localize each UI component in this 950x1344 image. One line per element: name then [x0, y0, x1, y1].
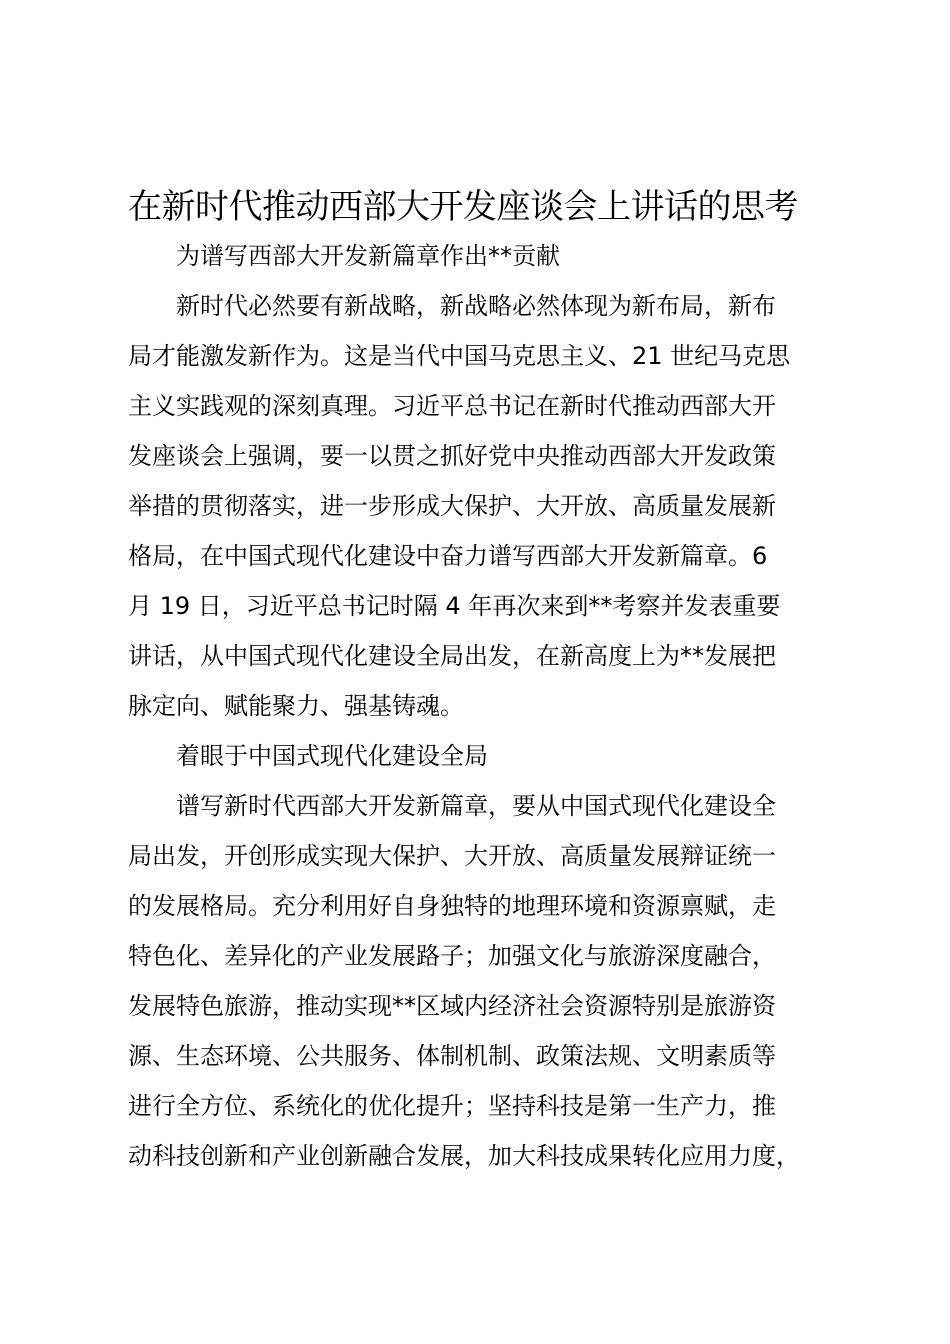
paragraph-2	[128, 781, 856, 1181]
paragraph-line: 脉定向、赋能聚力、强基铸魂。	[128, 692, 464, 720]
paragraph-line: 特色化、差异化的产业发展路子；加强文化与旅游深度融合，	[128, 942, 776, 970]
paragraph-line: 的发展格局。充分利用好自身独特的地理环境和资源禀赋，走	[128, 892, 776, 920]
paragraph-1	[128, 281, 856, 731]
paragraph-line: 讲话，从中国式现代化建设全局出发，在新高度上为**发展把	[128, 642, 776, 670]
paragraph-line: 格局，在中国式现代化建设中奋力谱写西部大开发新篇章。6	[128, 542, 768, 570]
paragraph-line: 新时代必然要有新战略，新战略必然体现为新布局，新布	[176, 292, 776, 320]
paragraph-line: 月 19 日，习近平总书记时隔 4 年再次来到**考察并发表重要	[128, 592, 781, 620]
paragraph-line: 发座谈会上强调，要一以贯之抓好党中央推动西部大开发政策	[128, 442, 776, 470]
subtitle: 为谱写西部大开发新篇章作出**贡献	[176, 242, 560, 270]
paragraph-line: 动科技创新和产业创新融合发展，加大科技成果转化应用力度，	[128, 1142, 800, 1170]
paragraph-line: 谱写新时代西部大开发新篇章，要从中国式现代化建设全	[176, 792, 776, 820]
paragraph-line: 举措的贯彻落实，进一步形成大保护、大开放、高质量发展新	[128, 492, 776, 520]
paragraph-line: 主义实践观的深刻真理。习近平总书记在新时代推动西部大开	[128, 392, 776, 420]
paragraph-line: 进行全方位、系统化的优化提升；坚持科技是第一生产力，推	[128, 1092, 776, 1120]
section-heading: 着眼于中国式现代化建设全局	[176, 742, 488, 770]
paragraph-line: 局才能激发新作为。这是当代中国马克思主义、21 世纪马克思	[128, 342, 791, 370]
paragraph-line: 发展特色旅游，推动实现**区域内经济社会资源特别是旅游资	[128, 992, 776, 1020]
paragraph-line: 局出发，开创形成实现大保护、大开放、高质量发展辩证统一	[128, 842, 776, 870]
paragraph-line: 源、生态环境、公共服务、体制机制、政策法规、文明素质等	[128, 1042, 776, 1070]
document-title: 在新时代推动西部大开发座谈会上讲话的思考	[128, 187, 798, 227]
